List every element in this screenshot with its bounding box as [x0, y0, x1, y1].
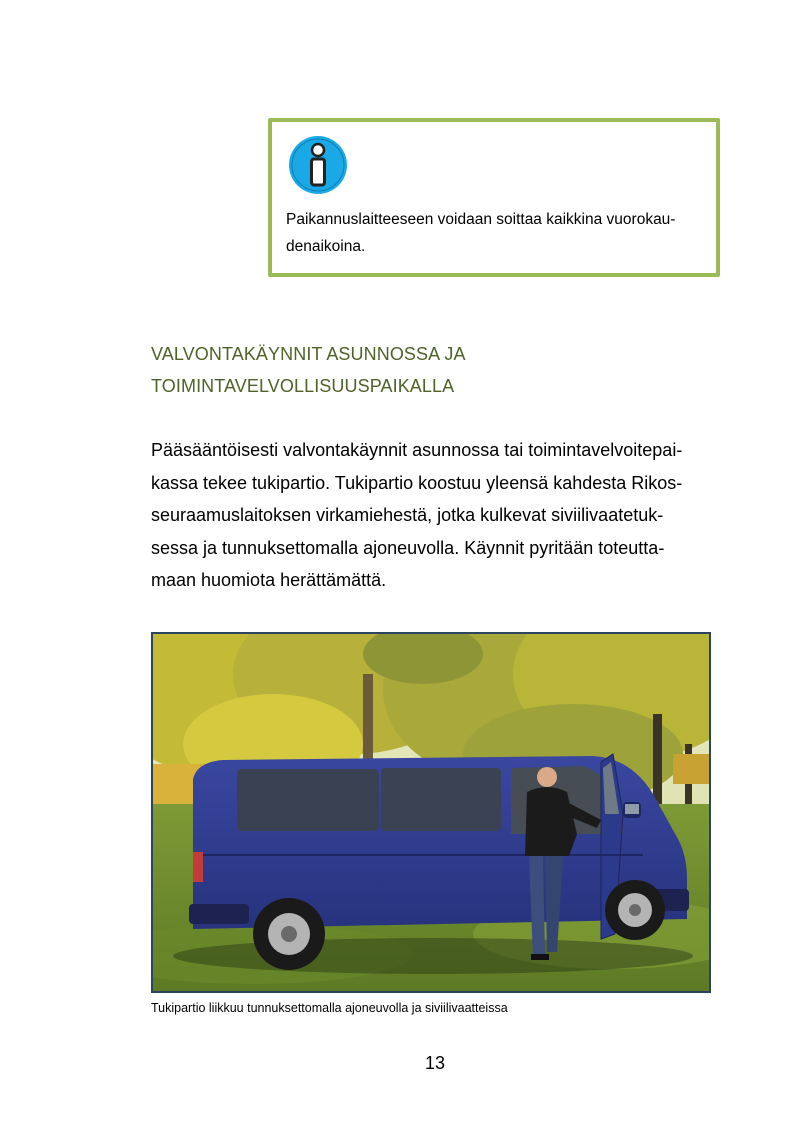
section-heading — [151, 338, 711, 402]
info-icon — [288, 135, 348, 195]
section-heading-line: TOIMINTAVELVOLLISUUSPAIKALLA — [151, 376, 455, 396]
info-text — [286, 206, 706, 260]
section-heading-line: VALVONTAKÄYNNIT ASUNNOSSA JA — [151, 344, 466, 364]
page-number: 13 — [424, 1053, 446, 1073]
figure-caption: Tukipartio liikkuu tunnuksettomalla ajoneuvolla ja siviilivaatteissa — [151, 1001, 508, 1015]
van-photo-illustration — [153, 634, 709, 991]
info-text-line: denaikoina. — [286, 238, 366, 255]
van-photo — [151, 632, 711, 993]
body-line: sessa ja tunnuksettomalla ajoneuvolla. Käynnit pyritään toteutta- — [151, 537, 665, 558]
body-line: kassa tekee tukipartio. Tukipartio koostuu yleensä kahdesta Rikos- — [151, 472, 683, 493]
info-box — [268, 118, 720, 277]
body-line: seuraamuslaitoksen virkamiehestä, jotka kulkevat siviilivaatetuk- — [151, 505, 664, 525]
info-text-line: Paikannuslaitteeseen voidaan soittaa kaikkina vuorokau- — [286, 211, 676, 228]
body-paragraph — [151, 434, 721, 597]
body-line: maan huomiota herättämättä. — [151, 570, 387, 590]
body-line: Pääsääntöisesti valvontakäynnit asunnossa tai toimintavelvoitepai- — [151, 440, 683, 460]
